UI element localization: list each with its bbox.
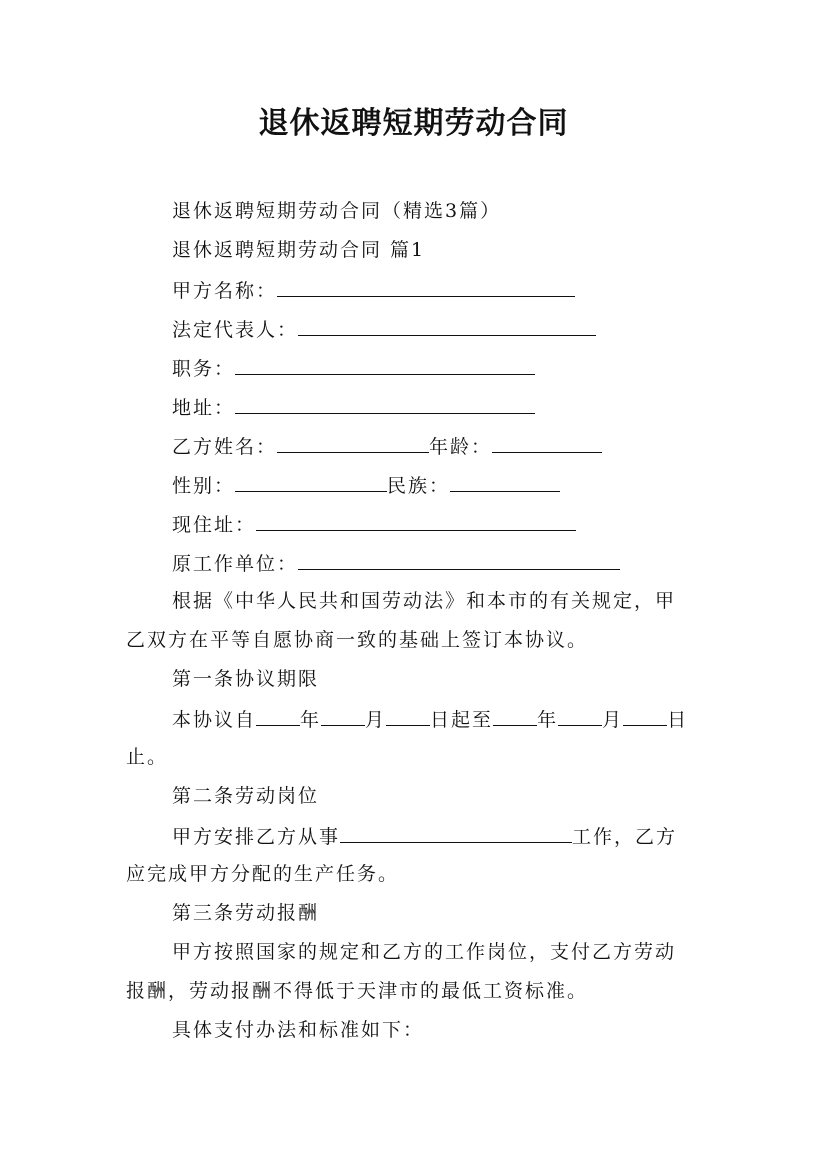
- job-assign-suffix: 工作，乙方: [572, 826, 678, 848]
- position-row: [172, 355, 535, 381]
- legal-rep-label: 法定代表人：: [172, 319, 299, 341]
- gender-blank: [235, 472, 387, 492]
- start-year-blank: [256, 706, 300, 726]
- party-a-name-row: [172, 277, 575, 303]
- end-day-blank: [623, 706, 667, 726]
- former-employer-row: [172, 550, 620, 576]
- year-label: 年: [537, 709, 559, 731]
- address-blank: [235, 394, 535, 414]
- month-label: 月: [365, 709, 387, 731]
- month-label: 月: [602, 709, 624, 731]
- party-b-row: [172, 433, 602, 459]
- article2-line1: [172, 823, 677, 849]
- legal-rep-blank: [298, 316, 596, 336]
- payment-intro: 具体支付办法和标准如下：: [172, 1019, 425, 1041]
- section-heading: 退休返聘短期劳动合同 篇1: [172, 239, 426, 261]
- age-blank: [492, 433, 602, 453]
- ethnicity-label: 民族：: [387, 475, 451, 497]
- article3-line2: 报酬，劳动报酬不得低于天津市的最低工资标准。: [126, 980, 589, 1002]
- article2-title: 第二条劳动岗位: [172, 785, 320, 807]
- current-address-label: 现住址：: [172, 514, 257, 536]
- position-label: 职务：: [172, 358, 236, 380]
- end-month-blank: [558, 706, 602, 726]
- legal-rep-row: [172, 316, 596, 342]
- day-to-label: 日起至: [430, 709, 494, 731]
- position-blank: [235, 355, 535, 375]
- job-assign-label: 甲方安排乙方从事: [172, 826, 341, 848]
- subtitle: 退休返聘短期劳动合同（精选3篇）: [172, 200, 502, 222]
- former-employer-blank: [298, 550, 620, 570]
- ethnicity-blank: [450, 472, 560, 492]
- address-row: [172, 394, 535, 420]
- start-day-blank: [386, 706, 430, 726]
- age-label: 年龄：: [429, 436, 493, 458]
- start-month-blank: [321, 706, 365, 726]
- job-blank: [340, 823, 572, 843]
- party-b-name-blank: [277, 433, 429, 453]
- party-a-name-blank: [277, 277, 575, 297]
- basis-paragraph-line2: 乙双方在平等自愿协商一致的基础上签订本协议。: [126, 629, 589, 651]
- day-label: 日: [667, 709, 689, 731]
- party-b-name-label: 乙方姓名：: [172, 436, 278, 458]
- article3-line1: 甲方按照国家的规定和乙方的工作岗位，支付乙方劳动: [172, 941, 677, 963]
- basis-paragraph-line1: 根据《中华人民共和国劳动法》和本市的有关规定，甲: [172, 590, 677, 612]
- current-address-blank: [256, 511, 576, 531]
- article1-term-end: 止。: [126, 746, 169, 768]
- article3-title: 第三条劳动报酬: [172, 902, 320, 924]
- former-employer-label: 原工作单位：: [172, 553, 299, 575]
- article1-term-line: [172, 706, 688, 732]
- year-label: 年: [300, 709, 322, 731]
- end-year-blank: [493, 706, 537, 726]
- document-title: 退休返聘短期劳动合同: [258, 106, 569, 141]
- address-label: 地址：: [172, 397, 236, 419]
- gender-row: [172, 472, 560, 498]
- gender-label: 性别：: [172, 475, 236, 497]
- article1-title: 第一条协议期限: [172, 668, 320, 690]
- party-a-name-label: 甲方名称：: [172, 280, 278, 302]
- article2-line2: 应完成甲方分配的生产任务。: [126, 863, 400, 885]
- current-address-row: [172, 511, 576, 537]
- term-from-label: 本协议自: [172, 709, 257, 731]
